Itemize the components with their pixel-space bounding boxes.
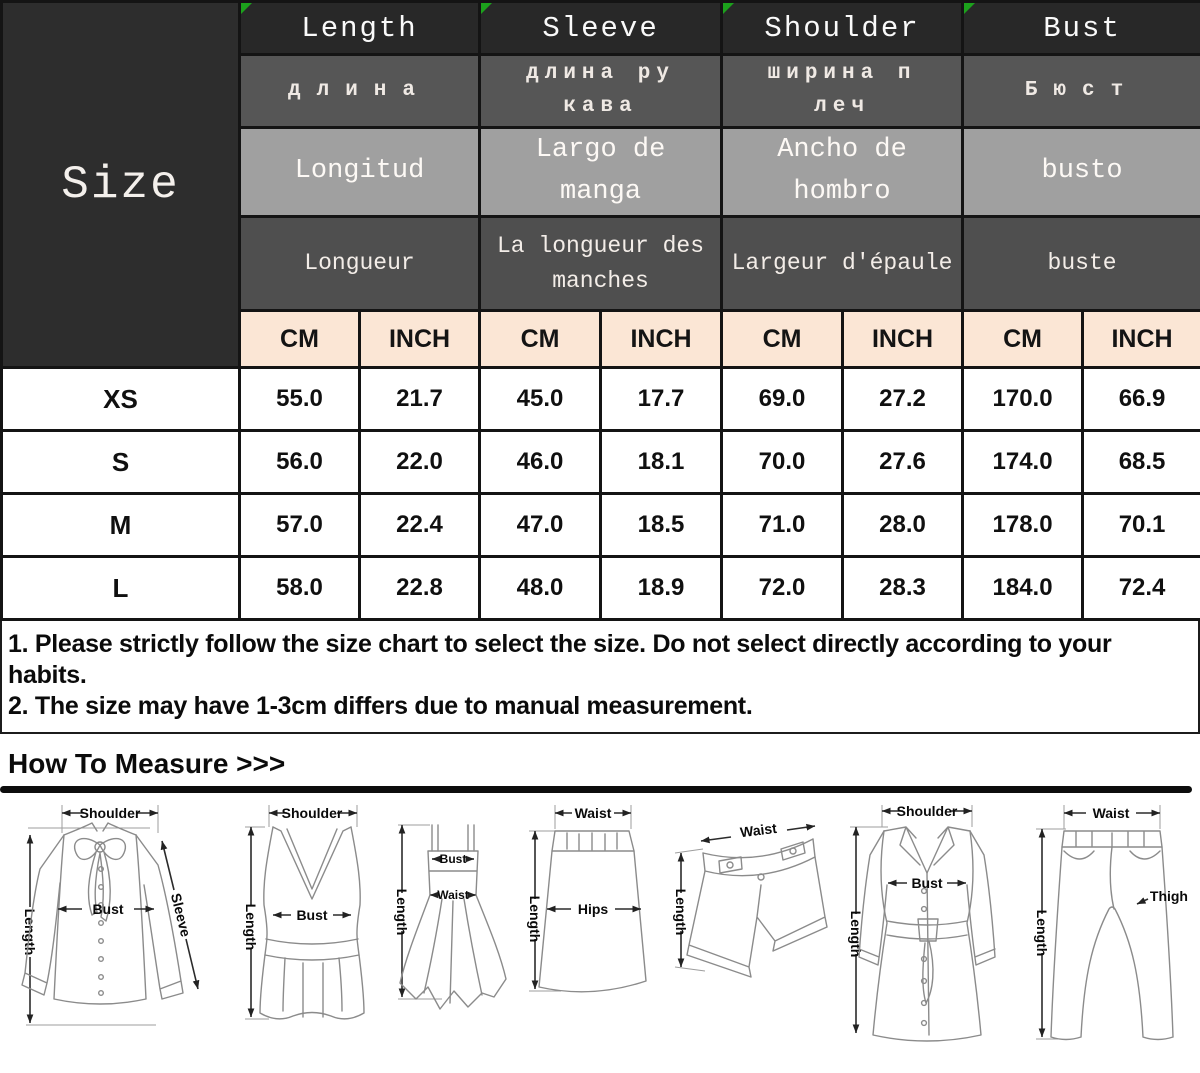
shorts-length-label: Length <box>673 888 689 936</box>
unit-cell-inch: INCH <box>601 311 722 368</box>
col-header-length <box>240 2 480 55</box>
corner-flag-icon <box>964 3 975 14</box>
value-cell: 66.9 <box>1083 368 1200 431</box>
corner-flag-icon <box>723 3 734 14</box>
blouse-sleeve-label: Sleeve <box>167 891 195 939</box>
unit-cell-inch: INCH <box>1083 311 1200 368</box>
col-header-sleeve-fr: La longueur des manches <box>480 217 722 311</box>
tank-top-diagram <box>235 797 390 1049</box>
col-header-length-label: Length <box>301 11 418 45</box>
value-cell: 184.0 <box>963 557 1083 620</box>
size-row-l <box>2 557 1200 620</box>
value-cell: 55.0 <box>240 368 360 431</box>
value-cell: 18.5 <box>601 494 722 557</box>
value-cell: 70.0 <box>722 431 843 494</box>
value-cell: 48.0 <box>480 557 601 620</box>
coat-bust-label: Bust <box>911 875 943 891</box>
how-to-measure-diagrams <box>0 797 1200 1049</box>
guide-lines <box>529 805 631 991</box>
coat-collar <box>884 827 970 873</box>
value-cell: 70.1 <box>1083 494 1200 557</box>
value-cell: 72.4 <box>1083 557 1200 620</box>
col-header-bust-fr: buste <box>963 217 1200 311</box>
col-header-bust-ru: Бюст <box>963 55 1200 128</box>
divider-rule <box>0 786 1192 793</box>
coat-front-opening <box>927 873 929 1035</box>
pants-waistband <box>1062 831 1162 847</box>
tank-bust-label: Bust <box>296 907 328 923</box>
waist-measure-line <box>701 837 731 841</box>
blouse-length-label: Length <box>22 908 38 956</box>
coat-shoulder-label: Shoulder <box>896 803 958 819</box>
unit-cell-cm: CM <box>480 311 601 368</box>
corner-flag-icon <box>481 3 492 14</box>
corner-flag-icon <box>241 3 252 14</box>
col-header-shoulder-label: Shoulder <box>764 11 920 45</box>
value-cell: 56.0 <box>240 431 360 494</box>
coat-diagram <box>830 797 1020 1049</box>
dress-bust-label: Bust <box>439 852 467 866</box>
skirt-length-label: Length <box>527 895 543 943</box>
size-row-m <box>2 494 1200 557</box>
value-cell: 27.2 <box>843 368 963 431</box>
header-row-english <box>2 2 1200 55</box>
value-cell: 18.9 <box>601 557 722 620</box>
blouse-buttons <box>99 867 104 996</box>
size-row-label: S <box>2 431 240 494</box>
value-cell: 174.0 <box>963 431 1083 494</box>
blouse-collar <box>64 823 136 835</box>
tank-seams <box>283 958 342 1017</box>
notes-box <box>0 621 1200 734</box>
shorts-diagram <box>665 797 830 1049</box>
tank-neckline <box>273 827 351 899</box>
value-cell: 22.0 <box>360 431 480 494</box>
col-header-bust-label: Bust <box>1043 11 1121 45</box>
size-row-s <box>2 431 1200 494</box>
thigh-pointer-line <box>1137 899 1148 904</box>
col-header-shoulder-fr: Largeur d'épaule <box>722 217 963 311</box>
skirt-hips-label: Hips <box>577 901 609 917</box>
value-cell: 18.1 <box>601 431 722 494</box>
value-cell: 69.0 <box>722 368 843 431</box>
blouse-diagram <box>0 797 235 1049</box>
value-cell: 68.5 <box>1083 431 1200 494</box>
note-line-2: 2. The size may have 1-3cm differs due to manual measurement. <box>8 692 753 720</box>
col-header-shoulder-es: Ancho de hombro <box>722 128 963 217</box>
value-cell: 57.0 <box>240 494 360 557</box>
skirt-waistband <box>552 831 634 851</box>
pants-legs <box>1051 847 1173 1040</box>
dress-diagram <box>390 797 515 1049</box>
skirt-body <box>539 851 646 992</box>
value-cell: 170.0 <box>963 368 1083 431</box>
value-cell: 21.7 <box>360 368 480 431</box>
col-header-bust <box>963 2 1200 55</box>
unit-cell-inch: INCH <box>360 311 480 368</box>
value-cell: 47.0 <box>480 494 601 557</box>
blouse-shoulder-label: Shoulder <box>79 805 141 821</box>
col-header-sleeve <box>480 2 722 55</box>
sleeve-measure-line <box>162 841 174 890</box>
value-cell: 72.0 <box>722 557 843 620</box>
value-cell: 46.0 <box>480 431 601 494</box>
note-line-1: 1. Please strictly follow the size chart to select the size. Do not select directly according to your habits. <box>8 630 1112 689</box>
dress-skirt-folds <box>424 899 482 1003</box>
skirt-diagram <box>515 797 665 1049</box>
tank-shoulder-label: Shoulder <box>281 805 343 821</box>
dress-length-label: Length <box>394 888 410 936</box>
value-cell: 22.4 <box>360 494 480 557</box>
value-cell: 71.0 <box>722 494 843 557</box>
value-cell: 27.6 <box>843 431 963 494</box>
value-cell: 45.0 <box>480 368 601 431</box>
value-cell: 22.8 <box>360 557 480 620</box>
size-row-label: M <box>2 494 240 557</box>
pants-waist-label: Waist <box>1092 805 1130 821</box>
coat-buttons <box>922 889 927 1026</box>
col-header-length-ru: длина <box>240 55 480 128</box>
unit-cell-cm: CM <box>240 311 360 368</box>
col-header-sleeve-label: Sleeve <box>542 11 659 45</box>
pants-diagram <box>1020 797 1190 1049</box>
coat-length-label: Length <box>848 910 864 958</box>
pants-length-label: Length <box>1034 909 1050 957</box>
tank-waistband <box>265 939 359 960</box>
col-header-sleeve-ru: длина рукава <box>480 55 722 128</box>
shorts-waist-label: Waist <box>739 819 778 841</box>
pants-fly <box>1110 847 1114 909</box>
unit-cell-cm: CM <box>722 311 843 368</box>
value-cell: 17.7 <box>601 368 722 431</box>
size-row-label: L <box>2 557 240 620</box>
blouse-bust-label: Bust <box>92 901 124 917</box>
value-cell: 28.3 <box>843 557 963 620</box>
col-header-shoulder <box>722 2 963 55</box>
unit-cell-inch: INCH <box>843 311 963 368</box>
tank-length-label: Length <box>243 903 259 951</box>
size-row-label: XS <box>2 368 240 431</box>
col-header-shoulder-ru: ширина плеч <box>722 55 963 128</box>
size-row-xs <box>2 368 1200 431</box>
col-header-length-fr: Longueur <box>240 217 480 311</box>
blouse-bow-knot <box>95 842 105 852</box>
col-header-bust-es: busto <box>963 128 1200 217</box>
guide-lines <box>1036 805 1160 1039</box>
value-cell: 178.0 <box>963 494 1083 557</box>
dress-straps <box>432 825 474 851</box>
value-cell: 28.0 <box>843 494 963 557</box>
pants-thigh-label: Thigh <box>1149 888 1188 904</box>
sleeve-measure-line <box>186 939 198 989</box>
skirt-waist-label: Waist <box>574 805 612 821</box>
waist-measure-line <box>787 826 815 830</box>
how-to-measure-title: How To Measure >>> <box>8 748 286 779</box>
col-header-length-es: Longitud <box>240 128 480 217</box>
col-header-sleeve-es: Largo de manga <box>480 128 722 217</box>
unit-cell-cm: CM <box>963 311 1083 368</box>
value-cell: 58.0 <box>240 557 360 620</box>
dress-waist-label: Waist <box>437 888 469 902</box>
size-header-cell: Size <box>2 2 240 368</box>
